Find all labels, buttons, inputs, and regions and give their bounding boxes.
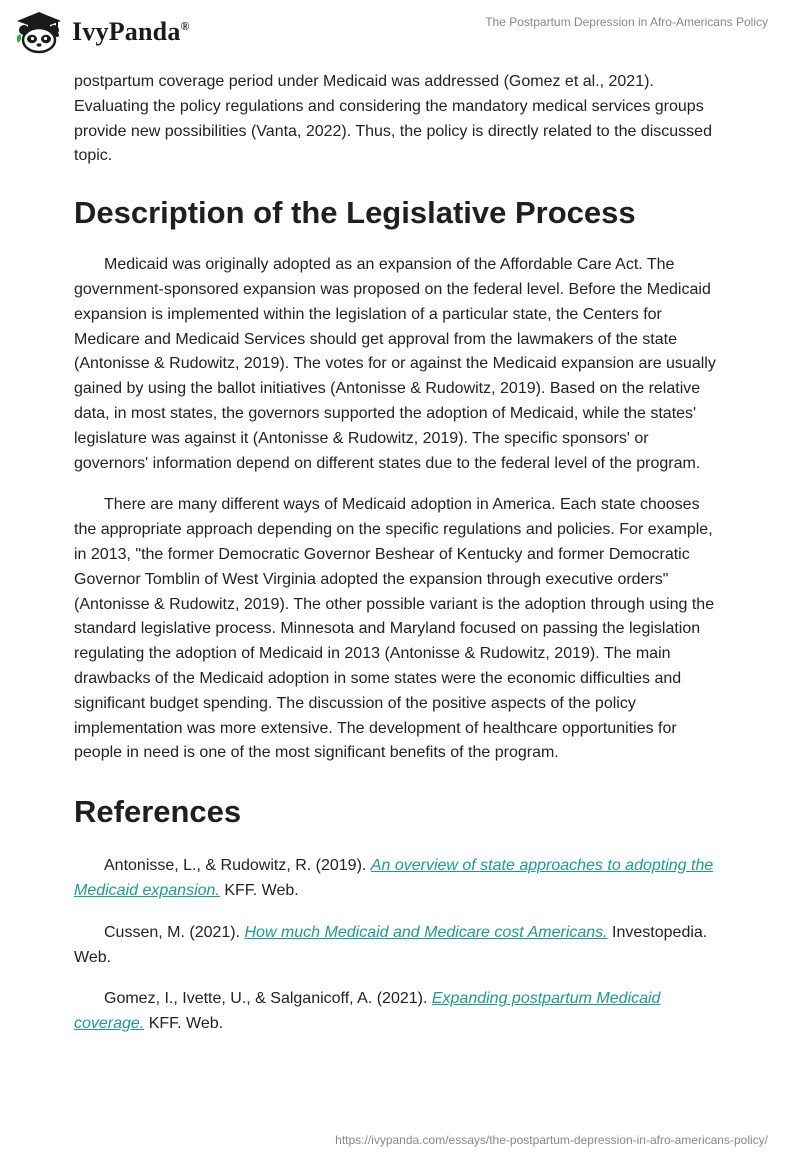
reference-suffix: Investopedia. Web. (74, 923, 708, 966)
intro-paragraph: postpartum coverage period under Medicaid was addressed (Gomez et al., 2021). Evaluating the policy regulations and considering the mandatory medical services groups provide new possibilities (Vanta, 2022). Thus, the policy is directly related to the discussed topic. (74, 73, 712, 165)
reference-suffix: KFF. Web. (219, 881, 299, 899)
section-heading-legislative-process: Description of the Legislative Process (74, 195, 636, 231)
logo-wordmark: IvyPanda® (72, 17, 190, 46)
reference-link[interactable]: An overview of state approaches to adopting the Medicaid expansion. (74, 857, 714, 899)
essay-content (74, 70, 724, 1054)
section-heading-references: References (74, 794, 242, 830)
reference-link[interactable]: How much Medicaid and Medicare cost Americans. (244, 923, 608, 941)
reference-item (74, 987, 724, 1037)
panda-graduate-icon (14, 10, 64, 54)
footer-url[interactable]: https://ivypanda.com/essays/the-postpartum-depression-in-afro-americans-policy/ (335, 1133, 768, 1147)
document-title: The Postpartum Depression in Afro-Americans Policy (485, 15, 768, 29)
page-header (0, 0, 800, 60)
body-paragraph: Medicaid was originally adopted as an expansion of the Affordable Care Act. The government-sponsored expansion was proposed on the federal level. Before the Medicaid expansion is implemented within the legislation of a particular state, the Centers for Medicare and Medicaid Services should get approval from the lawmakers of the state (Antonisse & Rudowitz, 2019). The votes for or against the Medicaid expansion are usually gained by using the ballot initiatives (Antonisse & Rudowitz, 2019). Based on the relative data, in most states, the governors supported the adoption of Medicaid, while the states' legislature was against it (Antonisse & Rudowitz, 2019). The specific sponsors' or governors' information depend on different states due to the federal level of the program. (74, 256, 716, 472)
reference-prefix: Gomez, I., Ivette, U., & Salganicoff, A. (2021). (104, 990, 432, 1008)
reference-link[interactable]: Expanding postpartum Medicaid coverage. (74, 990, 661, 1033)
ivypanda-logo[interactable] (14, 10, 190, 54)
reference-prefix: Antonisse, L., & Rudowitz, R. (2019). (104, 857, 371, 875)
reference-item (74, 921, 724, 971)
reference-suffix: KFF. Web. (144, 1015, 224, 1033)
registered-mark: ® (180, 19, 190, 33)
reference-prefix: Cussen, M. (2021). (104, 923, 245, 941)
reference-item (74, 854, 724, 904)
body-paragraph: There are many different ways of Medicaid adoption in America. Each state chooses the appropriate approach depending on the specific regulations and policies. For example, in 2013, "the former Democratic Governor Beshear of Kentucky and former Democratic Governor Tomblin of West Virginia adopted the expansion through executive orders" (Antonisse & Rudowitz, 2019). The other possible variant is the adoption through using the standard legislative process. Minnesota and Maryland focused on passing the legislation regulating the adoption of Medicaid in 2013 (Antonisse & Rudowitz, 2019). The main drawbacks of the Medicaid adoption in some states were the economic difficulties and significant budget spending. The discussion of the positive aspects of the policy implementation was more extensive. The development of healthcare opportunities for people in need is one of the most significant benefits of the program. (74, 496, 715, 762)
